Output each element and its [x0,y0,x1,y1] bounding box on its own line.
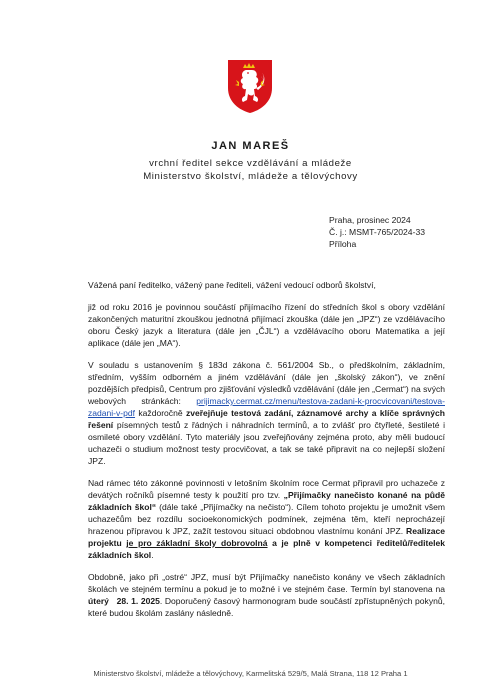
sender-organization: Ministerstvo školství, mládeže a tělovýchovy [143,171,358,182]
page-footer: Ministerstvo školství, mládeže a tělovýchovy, Karmelitská 529/5, Malá Strana, 118 12 Praha 1 [93,669,408,678]
sender-title: vrchní ředitel sekce vzdělávání a mládeže [149,158,352,169]
letter-body [88,279,445,629]
cermat-link[interactable]: prijimacky.cermat.cz/menu/testova-zadani-k-procvicovani/testova-zadani-v-pdf [88,396,445,418]
reference-number: Č. j.: MSMT-765/2024-33 [329,227,426,237]
letter-header [0,140,501,183]
paragraph-2: V souladu s ustanovením § 183d zákona č. 561/2004 Sb., o předškolním, základním, středním, vyšším odborném a jiném vzdělávání (dále jen „školský zákon“), ve znění pozdějších předpisů, Centrum pro zjišťování výsledků vzdělávání (dále jen „Cermat“) na svých webových stránkách: prijimacky.cermat.cz/menu/testova-zadani-k-procvicovani/testova-zadani-v-pdf každoročně zveřejňuje testová zadání, záznamové archy a klíče správných řešení písemných testů z řádných i náhradních termínů, a to zvlášť pro čtyřleté, šestileté i osmileté obory vzdělání. Tyto materiály jsou zveřejňovány zejména proto, aby měli budoucí uchazeči o studium možnost testy procvičovat, a tak se také připravit na co nejlepší složení JPZ. [88,360,445,466]
attachment-label: Příloha [329,239,357,249]
sender-name: JAN MAREŠ [211,140,290,152]
czech-lion-emblem [226,58,274,114]
letter-meta [329,214,425,250]
greeting: Vážená paní ředitelko, vážený pane řediteli, vážení vedoucí odborů školství, [88,280,376,290]
paragraph-3: Nad rámec této zákonné povinnosti v letošním školním roce Cermat připravil pro uchazeče z devátých ročníků písemné testy k použití pro tzv. „Přijímačky nanečisto konané na půdě základních škol“ (dále také „Přijímačky na nečisto“). Cílem tohoto projektu je umožnit všem uchazečům bez rozdílu socioekonomických podmínek, zejména těm, kteří neprocházejí hrazenou přípravou k JPZ, zažít testovou situaci obdobnou vlastnímu konání JPZ. Realizace projektu je pro základní školy dobrovolná a je plně v kompetenci ředitelů/ředitelek základních škol. [88,478,445,560]
paragraph-4: Obdobně, jako při „ostré“ JPZ, musí být Přijímačky nanečisto konány ve všech základních školách ve stejném termínu a pokud je to možné i ve stejném čase. Termín byl stanovena na úterý 28. 1. 2025. Doporučený časový harmonogram bude součástí zpřístupněných pokynů, které budou školám zaslány následně. [88,572,445,618]
paragraph-1: již od roku 2016 je povinnou součástí přijímacího řízení do středních škol s obory vzdělání zakončených maturitní zkouškou jednotná přijímací zkouška (dále jen „JPZ“) ze vzdělávacího oboru Český jazyk a literatura (dále jen „ČJL“) a vzdělávacího oboru Matematika a její aplikace (dále jen „MA“). [88,302,445,348]
place-date: Praha, prosinec 2024 [329,215,411,225]
